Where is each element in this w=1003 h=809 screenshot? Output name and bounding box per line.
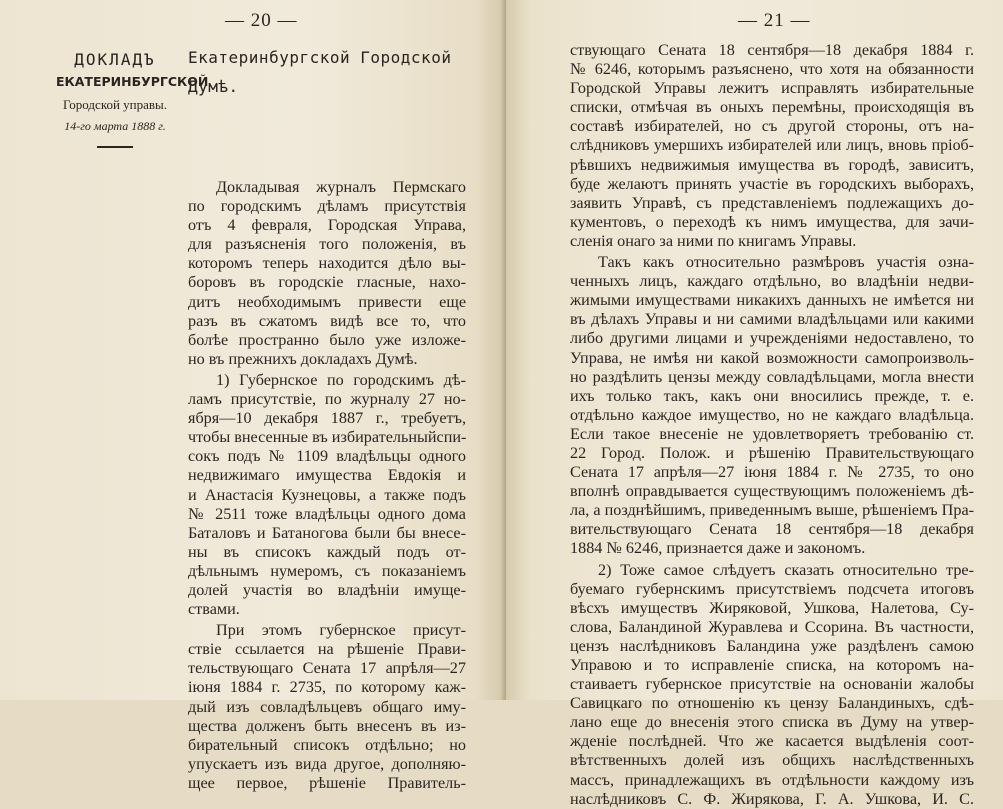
text-line: тельствующаго Сената 17 апрѣля—27 [188, 659, 466, 678]
text-line: цензъ наслѣдниковъ Баландина уже раздѣленъ самою [570, 636, 974, 655]
text-line: № 2511 тоже владѣльцы одного дома [188, 504, 466, 523]
text-line: наслѣдниковъ С. Ф. Жирякова, Г. А. Ушкова, И. С. [570, 789, 974, 808]
text-line: которомъ теперь находится дѣло вы- [188, 254, 466, 273]
page-number-left: — 20 — [225, 10, 298, 31]
text-line: щее первое, рѣшеніе Правитель- [188, 773, 466, 792]
text-line: рѣвшихъ недвижимыя имущества въ городѣ, зависитъ, [570, 155, 974, 174]
text-line: болѣе пространно было уже изложе- [188, 330, 466, 349]
text-line: ла, а позднѣйшимъ, приведеннымъ выше, рѣшеніемъ Пра- [570, 501, 975, 520]
text-line: ихъ только такъ, какъ они вносились прежде, т. е. [570, 386, 974, 405]
text-line: чтобы внесенные въ избирательныйспи- [188, 428, 467, 447]
right-page [506, 0, 1003, 808]
text-line: кументовъ, о переходѣ къ нимъ имущества, для зачи- [570, 212, 974, 231]
text-line: разъ въ сжатомъ видѣ все то, что [188, 311, 466, 330]
text-line: стаиваетъ губернское присутствіе на основаніи жалобы [570, 675, 974, 694]
text-line: заявить Управѣ, съ представленіемъ подлежащихъ до- [570, 193, 974, 212]
text-line: щества долженъ быть внесенъ въ из- [188, 716, 466, 735]
page-number-right: — 21 — [738, 10, 811, 31]
text-line: но въ прежнихъ докладахъ Думѣ. [188, 349, 418, 368]
text-line: 2) Тоже самое слѣдуетъ сказать относительно тре- [598, 560, 974, 579]
margin-note [56, 50, 209, 148]
text-line: по городскимъ дѣламъ присутствія [188, 197, 466, 216]
text-line: Управа, не имѣя ни какой возможности самопроизволь- [570, 348, 974, 367]
text-line: Городской Управы лежитъ исправлять избирательные [570, 79, 974, 98]
text-line: ствіе ссылается на рѣшеніе Прави- [188, 640, 466, 659]
text-line: ствующаго Сената 18 сентября—18 декабря 1884 г. [570, 41, 974, 59]
text-line: ствами. [188, 600, 240, 619]
text-line: дитъ необходимымъ привести еще [188, 292, 466, 311]
text-line: сленія онаго за ними по книгамъ Управы. [570, 231, 857, 250]
text-line: для разъясненія того положенія, въ [188, 235, 466, 254]
text-line: дѣльнымъ нумеромъ, съ показаніемъ [188, 561, 466, 580]
text-line: составѣ избирателей, но съ другой стороны, отъ на- [570, 117, 974, 136]
text-line: ны въ списокъ каждый подъ от- [188, 542, 466, 561]
text-line: буемаго губернскимъ присутствіемъ подсчета итоговъ [570, 579, 974, 598]
right-text-column [570, 41, 974, 809]
margin-note-rule [97, 146, 133, 148]
text-line: въ дѣлахъ Управы и ни самими владѣльцами или какими [570, 310, 974, 329]
text-line: Баталовъ и Батаногова были бы внесе- [188, 523, 466, 542]
text-line: ламъ присутствіе, по журналу 27 но- [188, 390, 466, 409]
margin-note-title: ДОКЛАДЪ [74, 50, 156, 69]
text-line: либо другими лицами и учрежденіями недоставлено, то [570, 329, 974, 348]
text-line: слѣдниковъ умершихъ избирателей или лицъ, вновь пріоб- [570, 137, 974, 155]
address-heading-line-2: Думѣ. [188, 77, 239, 96]
text-line: лано еще до внесенія этого списка въ Думу на утвер- [570, 713, 974, 732]
text-line: 1884 № 6246, признается даже и закономъ. [570, 539, 866, 558]
text-line: списки, отмѣчая въ оныхъ перемѣны, происходящія въ [570, 98, 974, 117]
text-line: Если такое внесеніе не удовлетворяетъ требованію ст. [570, 424, 974, 443]
left-page [0, 0, 506, 792]
text-line: Докладывая журналъ Пермскаго [216, 178, 466, 196]
text-line: При этомъ губернское присут- [216, 621, 466, 640]
text-line: отъ 4 февраля, Городская Управа, [188, 216, 466, 235]
text-line: жденіе послѣдней. Что же касается выдѣленія соот- [570, 732, 974, 751]
text-line: жимыми имуществами никакихъ данныхъ не имѣется ни [570, 291, 974, 310]
text-line: ября—10 декабря 1887 г., требуетъ, [188, 409, 466, 428]
text-line: вѣсхъ имуществъ Жиряковой, Ушкова, Налетова, Су- [570, 598, 974, 617]
text-line: вполнѣ оправдывается существующимъ положеніемъ дѣ- [570, 482, 974, 501]
text-line: № 6246, которымъ разъяснено, что хотя на обязанности [570, 60, 974, 79]
margin-note-city: ЕКАТЕРИНБУРГСКОЙ [56, 74, 209, 89]
left-text-column [188, 176, 466, 793]
text-line: бирательный списокъ отдѣльно; но [188, 735, 466, 754]
text-line: недвижимаго имущества Евдокія и [188, 466, 466, 485]
address-heading-line-1: Екатеринбургской Городской [188, 48, 452, 67]
text-line: сокъ подъ № 1109 владѣльцы одного [188, 447, 466, 466]
text-line: вѣтственныхъ долей изъ общихъ наслѣдственныхъ [570, 751, 974, 770]
text-line: буде желаютъ принять участіе въ городскихъ выборахъ, [570, 174, 974, 193]
text-line: дый изъ совладѣльцевъ общаго иму- [188, 697, 466, 716]
text-line: ченныхъ лицъ, каждаго отдѣльно, во владѣніи недви- [570, 272, 974, 291]
text-line: 22 Город. Полож. и рѣшенію Правительствующаго [570, 443, 974, 462]
text-line: упускаетъ изъ вида другое, дополняю- [188, 754, 466, 773]
margin-note-body: Городской управы. [62, 97, 168, 112]
text-line: и Анастасія Кузнецовы, а также подъ [188, 485, 466, 504]
text-line: іюня 1884 г. 2735, по которому каж- [188, 678, 466, 697]
margin-note-date: 14-го марта 1888 г. [64, 119, 166, 133]
text-line: Управою и то исправленіе списка, на которомъ на- [570, 656, 974, 674]
address-heading [188, 48, 468, 96]
text-line: Такъ какъ относительно размѣровъ участія озна- [598, 253, 974, 272]
text-line: слова, Баландиной Журавлева и Ссорина. Въ частности, [570, 617, 974, 636]
text-line: Сената 17 апрѣля—27 іюня 1884 г. № 2735, то оно [570, 463, 974, 482]
text-line: 1) Губернское по городскимъ дѣ- [216, 370, 466, 389]
text-line: массъ, принадлежащихъ въ отдѣльности каждому изъ [570, 770, 974, 789]
text-line: боровъ въ городскіе гласные, нахо- [188, 273, 466, 292]
text-line: вительствующаго Сената 18 сентября—18 декабря [570, 520, 974, 539]
text-line: но раздѣлить цензы между совладѣльцами, могла внести [570, 367, 974, 386]
text-line: Савицкаго по отношенію къ цензу Баландиныхъ, сдѣ- [570, 694, 974, 713]
text-line: долей участія во владѣніи имуще- [188, 580, 466, 599]
text-line: отдѣльно каждое имущество, но не каждаго владѣльца. [570, 405, 974, 424]
